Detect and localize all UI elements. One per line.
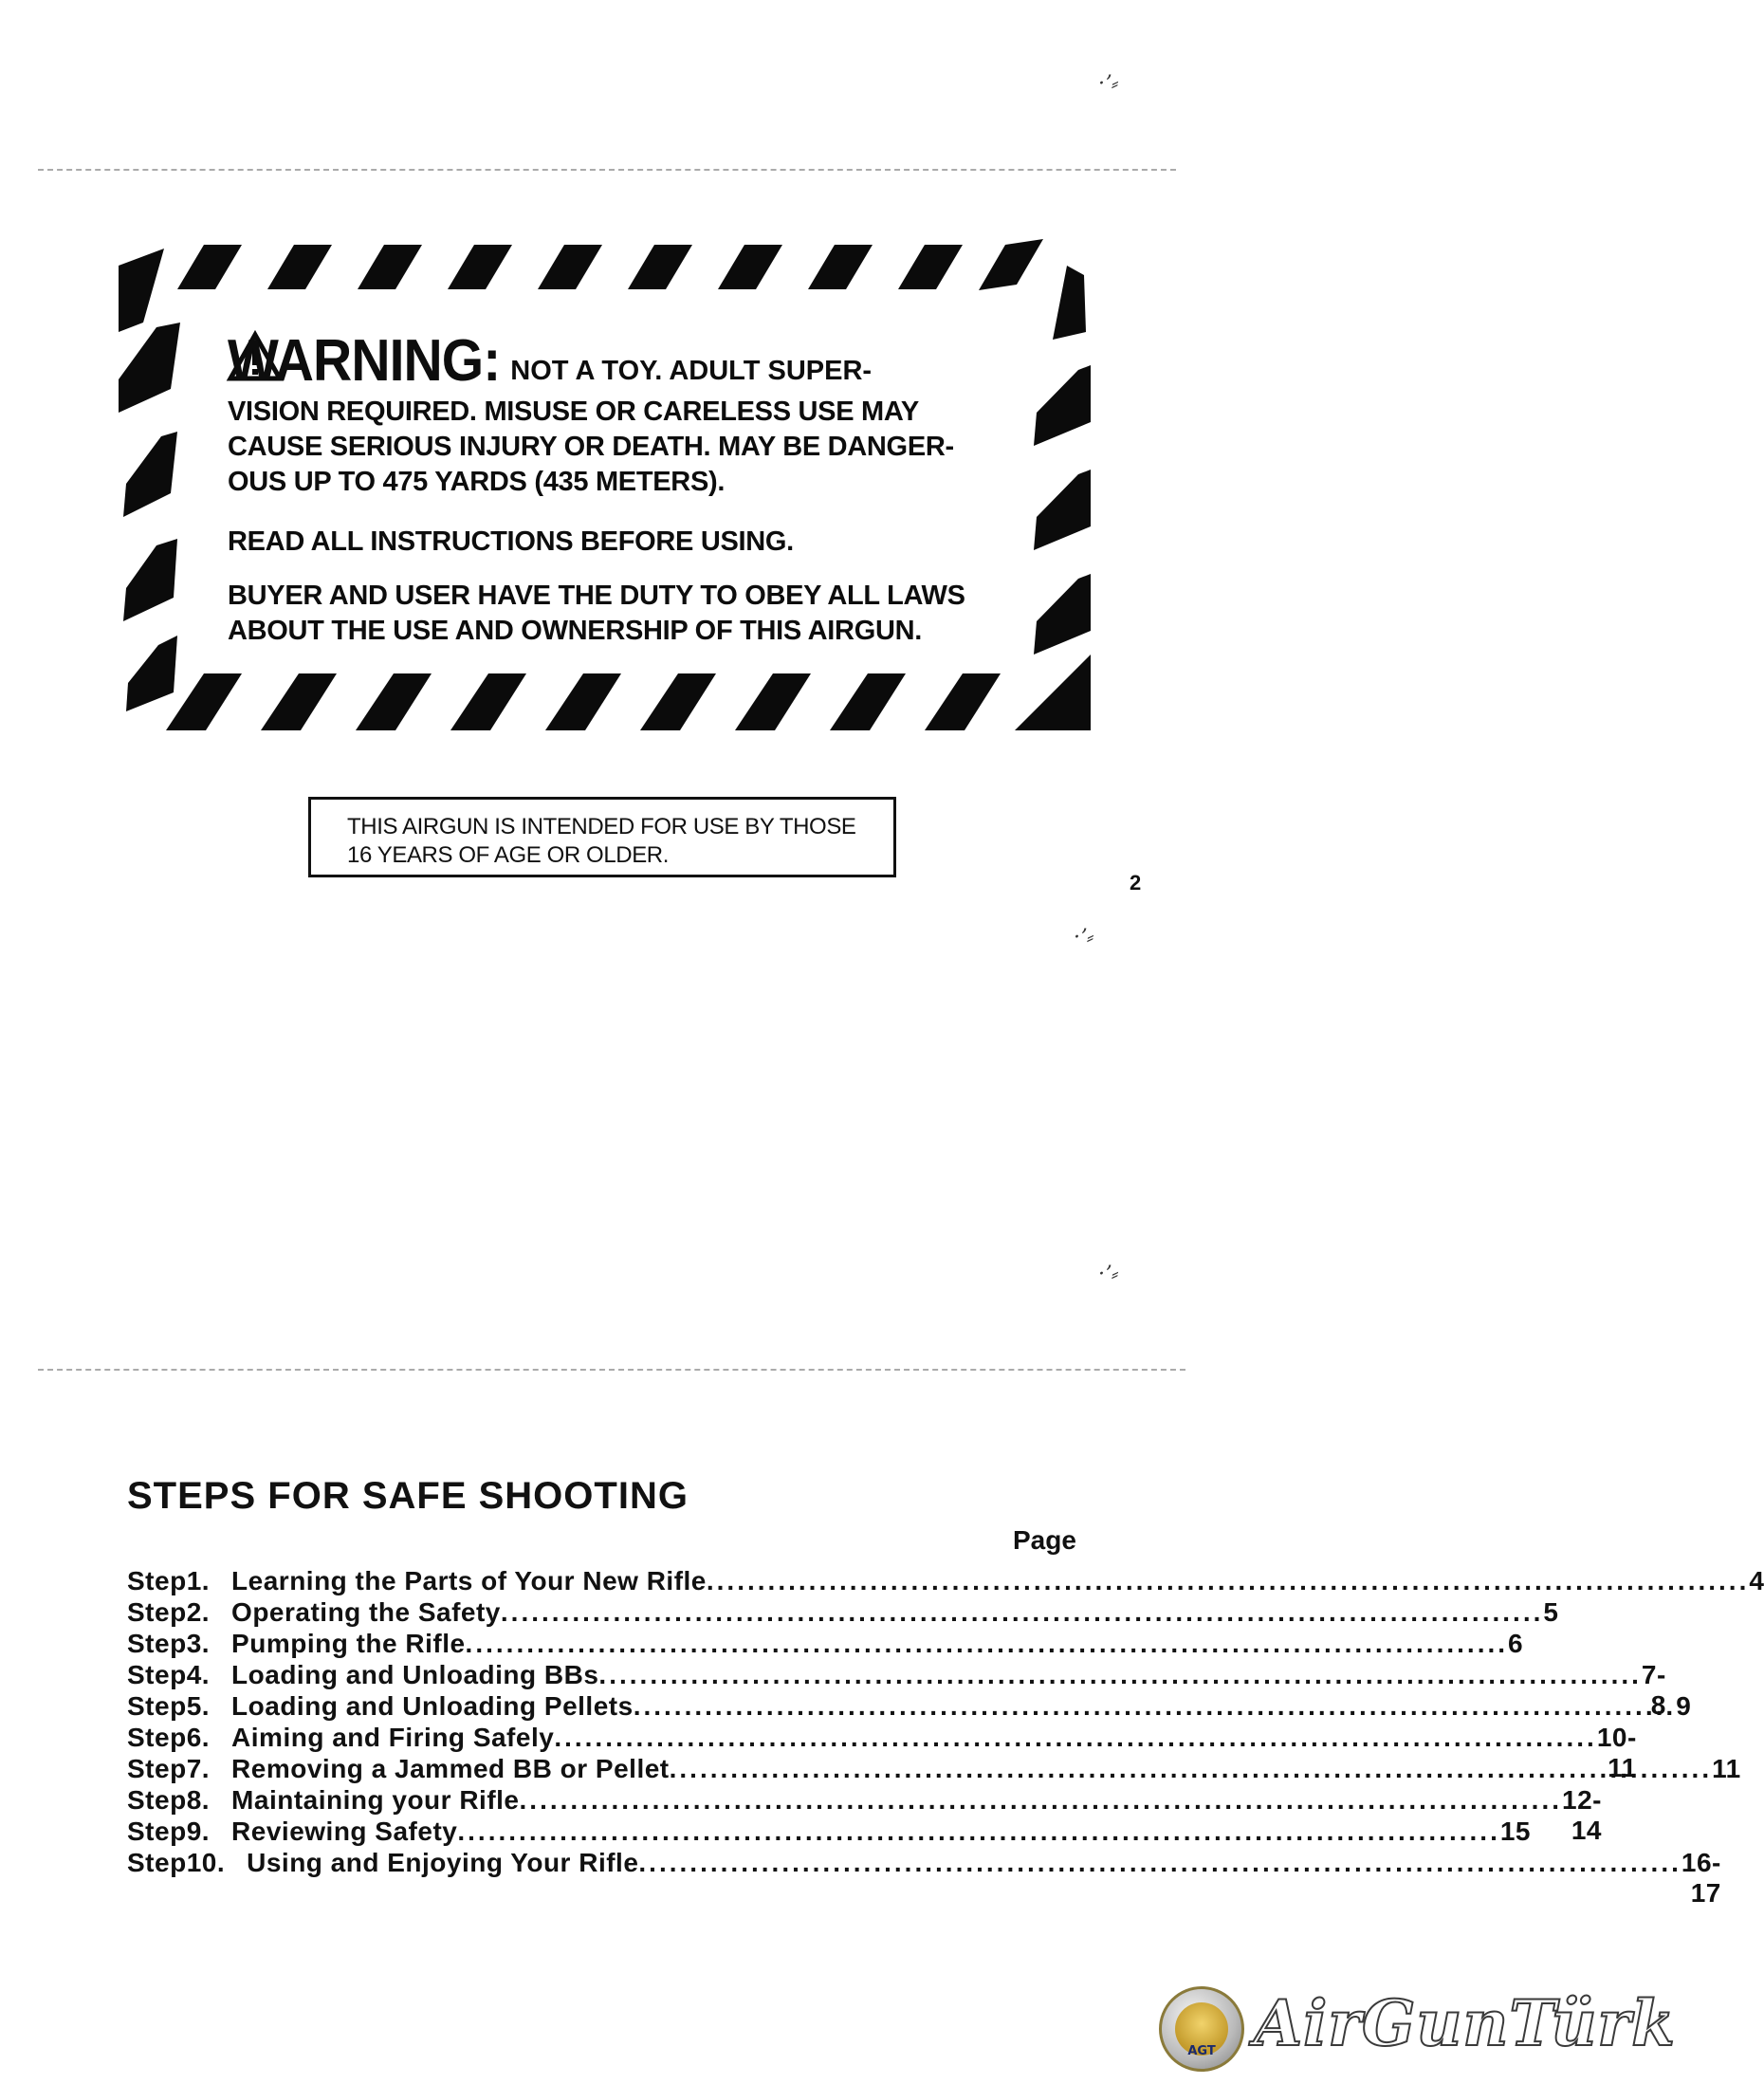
toc-step-title: Pumping the Rifle xyxy=(231,1629,466,1658)
airgunturk-watermark-logo xyxy=(1159,1983,1676,2077)
age-notice-line-1: THIS AIRGUN IS INTENDED FOR USE BY THOSE xyxy=(347,814,856,839)
toc-step-number: 7. xyxy=(186,1754,211,1783)
toc-step-title: Learning the Parts of Your New Rifle xyxy=(231,1566,707,1595)
warning-label xyxy=(119,237,1091,735)
toc-row[interactable] xyxy=(127,1848,1721,1908)
warning-line: OUS UP TO 475 YARDS (435 METERS). xyxy=(228,467,726,497)
steps-heading: STEPS FOR SAFE SHOOTING xyxy=(127,1475,689,1517)
toc-leader-dots xyxy=(501,1597,1544,1628)
toc-step-label: Step xyxy=(127,1629,187,1658)
scan-speck: ·ʼ⸗ xyxy=(1074,926,1094,950)
toc-step-number: 4. xyxy=(186,1660,211,1689)
toc-leader-dots xyxy=(554,1723,1597,1753)
toc-step-title: Operating the Safety xyxy=(231,1597,501,1627)
toc-step-label: Step xyxy=(127,1754,187,1783)
toc-step-number: 3. xyxy=(186,1629,211,1658)
toc-page-number: 6 xyxy=(1508,1629,1524,1658)
toc-row[interactable] xyxy=(127,1817,1532,1848)
watermark-wordmark: AirGunTürk xyxy=(1254,1986,1676,2060)
warning-line: CAUSE SERIOUS INJURY OR DEATH. MAY BE DANGER- xyxy=(228,432,954,462)
scan-divider-middle xyxy=(38,1369,1185,1371)
toc-row[interactable] xyxy=(127,1754,1741,1785)
toc-page-number: 15 xyxy=(1499,1817,1532,1846)
toc-step-title: Aiming and Firing Safely xyxy=(231,1723,555,1752)
toc-page-number: 9 xyxy=(1676,1691,1692,1721)
toc-step-title: Reviewing Safety xyxy=(231,1817,458,1846)
steps-table-of-contents xyxy=(127,1566,1764,1908)
toc-step-label: Step xyxy=(127,1691,187,1721)
toc-step-label: Step xyxy=(127,1848,187,1877)
toc-leader-dots xyxy=(457,1817,1500,1847)
laws-text-line-1: BUYER AND USER HAVE THE DUTY TO OBEY ALL LAWS xyxy=(228,581,965,611)
toc-step-number: 1. xyxy=(186,1566,211,1595)
toc-row[interactable] xyxy=(127,1629,1524,1660)
scan-speck: ·ʼ⸗ xyxy=(1098,72,1119,96)
toc-step-label: Step xyxy=(127,1566,187,1595)
toc-row[interactable] xyxy=(127,1566,1764,1597)
toc-step-number: 8. xyxy=(186,1785,211,1815)
toc-row[interactable] xyxy=(127,1691,1692,1723)
read-instructions-text: READ ALL INSTRUCTIONS BEFORE USING. xyxy=(228,526,794,557)
toc-page-number: 5 xyxy=(1543,1597,1559,1627)
toc-step-number: 5. xyxy=(186,1691,211,1721)
toc-row[interactable] xyxy=(127,1597,1559,1629)
agt-badge-icon xyxy=(1159,1986,1244,2072)
toc-step-label: Step xyxy=(127,1723,187,1752)
toc-leader-dots xyxy=(707,1566,1750,1596)
age-notice-line-2: 16 YEARS OF AGE OR OLDER. xyxy=(347,842,670,868)
toc-step-number: 2. xyxy=(186,1597,211,1627)
toc-step-number: 10. xyxy=(186,1848,226,1877)
toc-step-label: Step xyxy=(127,1660,187,1689)
page-column-header: Page xyxy=(1013,1525,1076,1555)
toc-step-title: Maintaining your Rifle xyxy=(231,1785,520,1815)
laws-text-line-2: ABOUT THE USE AND OWNERSHIP OF THIS AIRGUN. xyxy=(228,616,922,646)
toc-page-number: 10-11 xyxy=(1596,1723,1637,1782)
toc-page-number: 11 xyxy=(1712,1754,1741,1783)
warning-text-block xyxy=(228,328,1015,649)
toc-step-label: Step xyxy=(127,1817,187,1846)
toc-leader-dots xyxy=(466,1629,1509,1659)
scan-divider-top xyxy=(38,169,1176,171)
age-notice-box xyxy=(308,797,896,877)
toc-step-label: Step xyxy=(127,1597,187,1627)
toc-leader-dots xyxy=(638,1848,1681,1878)
toc-page-number: 7-8 xyxy=(1641,1660,1666,1720)
toc-leader-dots xyxy=(520,1785,1563,1816)
toc-step-label: Step xyxy=(127,1785,187,1815)
toc-step-number: 6. xyxy=(186,1723,211,1752)
warning-heading xyxy=(228,328,1015,394)
toc-step-number: 9. xyxy=(186,1817,211,1846)
toc-step-title: Loading and Unloading BBs xyxy=(231,1660,599,1689)
toc-page-number: 16-17 xyxy=(1681,1848,1721,1908)
badge-text: AGT xyxy=(1187,2044,1216,2058)
toc-leader-dots xyxy=(634,1691,1677,1722)
warning-title: WARNING: xyxy=(228,328,501,394)
page-number: 2 xyxy=(1130,871,1142,894)
toc-step-title: Loading and Unloading Pellets xyxy=(231,1691,634,1721)
toc-leader-dots xyxy=(598,1660,1642,1690)
scan-speck: ·ʼ⸗ xyxy=(1098,1263,1119,1286)
toc-page-number: 4 xyxy=(1749,1566,1764,1595)
toc-step-title: Removing a Jammed BB or Pellet xyxy=(231,1754,670,1783)
warning-lead-text: NOT A TOY. ADULT SUPER- xyxy=(510,356,873,386)
warning-line: VISION REQUIRED. MISUSE OR CARELESS USE MAY xyxy=(228,397,919,427)
toc-leader-dots xyxy=(670,1754,1713,1784)
toc-page-number: 12-14 xyxy=(1562,1785,1602,1845)
toc-step-title: Using and Enjoying Your Rifle xyxy=(247,1848,639,1877)
